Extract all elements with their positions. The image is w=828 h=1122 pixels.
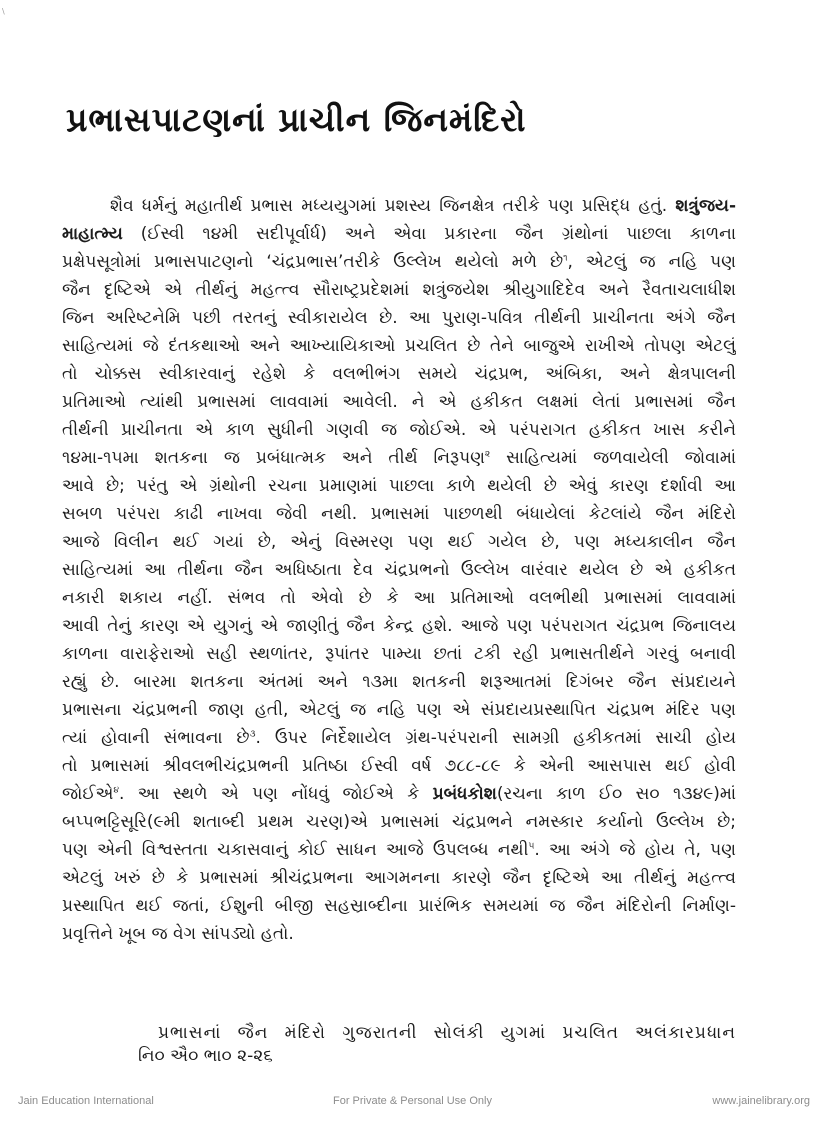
continuation-block (62, 1020, 736, 1066)
text-line: સાહિત્યમાં આ તીર્થના જૈન અધિષ્ઠાતા દેવ ચંદ્રપ્રભનો ઉલ્લેખ વારંવાર થયેલ છે એ હકીકત (62, 560, 736, 580)
footnote-marker: ૨ (484, 449, 491, 460)
page-footer (0, 1091, 828, 1111)
bold-term-mahatmya: માહાત્મ્ય (62, 224, 123, 244)
text-line: જોઈએ$^૪$. આ સ્થળે એ પણ નોંધવું જોઈએ કે પ્રબંધકોશ(રચના કાળ ઈ૦ સ૦ ૧૩૪૯)માં (62, 784, 736, 804)
text-line: પ્રસ્થાપિત થઈ જતાં, ઈશુની બીજી સહસ્રાબ્દીના પ્રારંભિક સમયમાં જ જૈન મંદિરોની નિર્માણ- (62, 896, 736, 916)
text-line: પણ એની વિશ્વસ્તતા ચકાસવાનું કોઈ સાધન આજે ઉપલબ્ધ નથી$^૫$. આ અંગે જે હોય તે, પણ (62, 840, 736, 860)
text-line: સાહિત્યમાં જે દંતકથાઓ અને આખ્યાયિકાઓ પ્રચલિત છે તેને બાજુએ રાખીએ તોપણ એટલું (62, 336, 736, 356)
text-line: તો ચોક્કસ સ્વીકારવાનું રહેશે કે વલભીભંગ સમયે ચંદ્રપ્રભ, અંબિકા, અને ક્ષેત્રપાલની (62, 364, 736, 384)
text-line: પ્રભાસના ચંદ્રપ્રભની જાણ હતી, એટલું જ નહિ પણ એ સંપ્રદાયપ્રસ્થાપિત ચંદ્રપ્રભ મંદિર પણ (62, 700, 736, 720)
scan-corner-mark: \ (2, 7, 5, 16)
text-line: તો પ્રભાસમાં શ્રીવલભીચંદ્રપ્રભની પ્રતિષ્ઠા ઈસ્વી વર્ષ ૭૮૮-૮૯ કે એની આસપાસ થઈ હોવી (62, 756, 736, 776)
text-line: શૈવ ધર્મનું મહાતીર્થ પ્રભાસ મધ્યયુગમાં પ્રશસ્ય જિનક્ષેત્ર તરીકે પણ પ્રસિદ્ધ હતું. શત્રુંજય- (110, 196, 736, 216)
text-line: કાળના વારાફેરાઓ સહી સ્થળાંતર, રૂપાંતર પામ્યા છતાં ટકી રહી પ્રભાસતીર્થને ગરવું બનાવી (62, 644, 736, 664)
footnote-marker: ૧ (563, 253, 568, 264)
body-paragraph (62, 192, 736, 948)
text-line: પ્રવૃત્તિને ખૂબ જ વેગ સાંપડ્યો હતો. (62, 924, 294, 944)
text-line: પ્રતિમાઓ ત્યાંથી પ્રભાસમાં લાવવામાં આવેલી. ને એ હકીકત લક્ષમાં લેતાં પ્રભાસમાં જૈન (62, 392, 736, 412)
footnote-marker: ૫ (528, 841, 535, 852)
text-line: આજે વિલીન થઈ ગયાં છે, એનું વિસ્મરણ પણ થઈ ગયેલ છે, પણ મધ્યકાલીન જૈન (62, 532, 736, 552)
text-line: પ્રક્ષેપસૂત્રોમાં પ્રભાસપાટણનો ‘ચંદ્રપ્રભાસ’તરીકે ઉલ્લેખ થયેલો મળે છે$^૧$, એટલું જ નહિ પણ (62, 252, 736, 272)
text-line: તીર્થની પ્રાચીનતા એ કાળ સુધીની ગણવી જ જોઈએ. એ પરંપરાગત હકીકત ખાસ કરીને (62, 420, 736, 440)
text-line: ત્યાં હોવાની સંભાવના છે$^૩$. ઉપર નિર્દેશાયેલ ગ્રંથ-પરંપરાની સામગ્રી હકીકતમાં સાચી હોય (62, 728, 736, 748)
footer-publisher: Jain Education International (18, 1095, 154, 1107)
footer-usage-note: For Private & Personal Use Only (333, 1095, 492, 1107)
continuation-line: પ્રભાસનાં જૈન મંદિરો ગુજરાતની સોલંકી યુગમાં પ્રચલિત અલંકારપ્રધાન (158, 1023, 736, 1043)
text-line: બપ્પભટ્ટિસૂરિ(૯મી શતાબ્દી પ્રથમ ચરણ)એ પ્રભાસમાં ચંદ્રપ્રભને નમસ્કાર કર્યાનો ઉલ્લેખ છે; (62, 812, 736, 832)
page-signature: નિ૦ ઐ૦ ભા૦ ૨-૨૬ (138, 1046, 273, 1066)
text-line: રહ્યું છે. બારમા શતકના અંતમાં અને ૧૩મા શતકની શરૂઆતમાં દિગંબર જૈન સંપ્રદાયને (62, 672, 736, 692)
footnote-marker: ૪ (113, 785, 119, 796)
text-line: ૧૪મા-૧૫મા શતકના જ પ્રબંધાત્મક અને તીર્થ નિરૂપણ$^૨$ સાહિત્યમાં જળવાયેલી જોવામાં (62, 448, 736, 468)
bold-term-prabandhakosha: પ્રબંધકોશ (432, 784, 497, 804)
text-line: નકારી શકાય નહીં. સંભવ તો એવો છે કે આ પ્રતિમાઓ વલભીથી પ્રભાસમાં લાવવામાં (62, 588, 736, 608)
text-line: સબળ પરંપરા કાઢી નાખવા જેવી નથી. પ્રભાસમાં પાછળથી બંધાયેલાં કેટલાંયે જૈન મંદિરો (62, 504, 736, 524)
footnote-marker: ૩ (249, 729, 256, 740)
text-line: આવે છે; પરંતુ એ ગ્રંથોની રચના પ્રમાણમાં પાછલા કાળે થયેલી છે એવું કારણ દર્શાવી આ (62, 476, 736, 496)
text-line: જૈન દૃષ્ટિએ એ તીર્થનું મહત્ત્વ સૌરાષ્ટ્રપ્રદેશમાં શત્રુંજયેશ શ્રીયુગાદિદેવ અને રૈવતાચલાધીશ (62, 280, 736, 300)
text-line: માહાત્મ્ય (ઈસ્વી ૧૪મી સદીપૂર્વાર્ધ) અને એવા પ્રકારના જૈન ગ્રંથોનાં પાછલા કાળના (62, 224, 736, 244)
text-line: એટલું ખરું છે કે પ્રભાસમાં શ્રીચંદ્રપ્રભના આગમનના કારણે જૈન દૃષ્ટિએ આ તીર્થનું મહત્ત્વ (62, 868, 736, 888)
bold-term-shatrunjaya: શત્રુંજય- (675, 196, 736, 216)
page-title: પ્રભાસપાટણનાં પ્રાચીન જિનમંદિરો (66, 100, 527, 139)
text-line: આવી તેનું કારણ એ યુગનું એ જાણીતું જૈન કેન્દ્ર હશે. આજે પણ પરંપરાગત ચંદ્રપ્રભ જિનાલય (62, 616, 736, 636)
footer-website-link[interactable]: www.jainelibrary.org (712, 1095, 810, 1107)
text-line: જિન અરિષ્ટનેમિ પછી તરતનું સ્વીકારાયેલ છે. આ પુરાણ-પવિત્ર તીર્થની પ્રાચીનતા અંગે જૈન (62, 308, 736, 328)
